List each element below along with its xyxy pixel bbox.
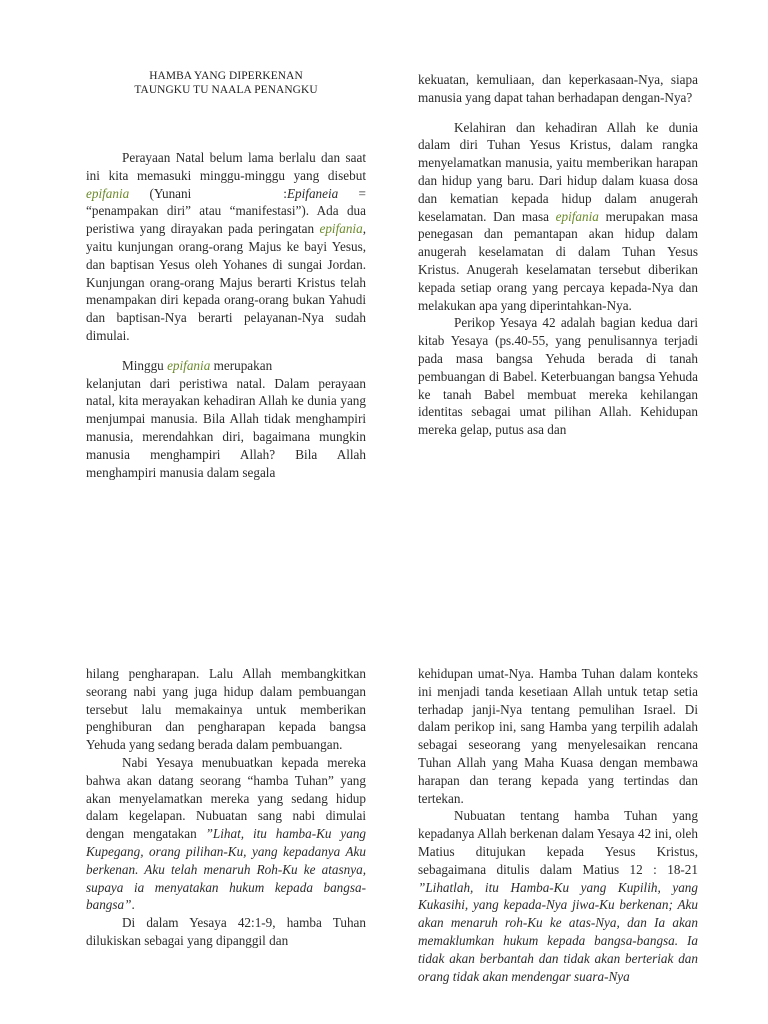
term-epifania: epifania [167,357,211,373]
paragraph: Perikop Yesaya 42 adalah bagian kedua dari kitab Yesaya (ps.40-55, yang penulisannya terjadi pada masa bangsa Yehuda berada di tanah pembuangan di Babel. Keterbuangan bangsa Yehuda ke tanah Babel membuat mereka kehilangan identitas sebagai umat pilihan Allah. Kehidupan mereka gelap, putus asa dan [418,315,698,438]
term-epifaneia: Epifaneia [286,185,339,201]
text-run: Perayaan Natal belum lama berlalu dan saat ini kita memasuki minggu-minggu yang disebut [86,150,366,183]
text-run: , yaitu kunjungan orang-orang Majus ke bayi Yesus, dan baptisan Yesus oleh Yohanes di sungai Jordan. Kunjungan orang-orang Majus berarti Kristus telah menampakan diri kepada orang-orang bukan Yahudi dan baptisan-Nya berarti pelayanan-Nya sudah dimulai. [86,221,366,343]
paragraph [86,149,366,345]
paragraph [418,807,698,985]
document-title [86,69,366,97]
text-run: merupakan [210,357,273,373]
text-run: = “penampakan diri” atau “manifestasi”). Ada dua peristiwa yang dirayakan pada peringatan [86,185,366,237]
term-epifania: epifania [86,185,130,201]
paragraph [418,119,698,315]
text-run: : [283,185,287,201]
text-run: merupakan masa penegasan dan pemantapan akan hidup dalam anugerah keselamatan di dalam Tuhan Yesus Kristus. Anugerah keselamatan tersebut diberikan kepada setiap orang yang percaya kepada-Nya dan melakukan apa yang diperintahkan-Nya. [418,208,698,313]
paragraph-continued: kelanjutan dari peristiwa natal. Dalam perayaan natal, kita merayakan kehadiran Allah ke dunia yang menjumpai manusia. Bila Allah tidak menghampiri manusia, merendahkan diri, bagaimana mungkin manusia menghampiri Allah? Bila Allah menghampiri manusia dalam segala [86,375,366,480]
term-epifania: epifania [555,208,599,224]
term-epifania: epifania [319,221,363,237]
paragraph [86,754,366,914]
text-run: Nabi Yesaya menubuatkan kepada mereka bahwa akan datang seorang “hamba Tuhan” yang akan menyelamatkan mereka yang sedang hidup dalam kegelapan. Nubuatan sang nabi dimulai dengan mengatakan [86,754,366,842]
column-2 [418,71,698,439]
scripture-quote: ”Lihat, itu hamba-Ku yang Kupegang, orang pilihan-Ku, yang kepadanya Aku berkenan. Aku telah menaruh Roh-Ku ke atasnya, supaya ia menyatakan hukum kepada bangsa-bangsa” [86,826,367,913]
title-line-1: HAMBA YANG DIPERKENAN [149,70,303,82]
scripture-quote: ”Lihatlah, itu Hamba-Ku yang Kupilih, yang Kukasihi, yang kepada-Nya jiwa-Ku berkenan; Aku akan menaruh roh-Ku ke atas-Nya, dan Ia akan memaklumkan hukum kepada bangsa-bangsa. Ia tidak akan berbantah dan tidak akan berteriak dan orang tidak akan mendengar suara-Nya [418,879,698,984]
paragraph: kekuatan, kemuliaan, dan keperkasaan-Nya, siapa manusia yang dapat tahan berhadapan dengan-Nya? [418,72,698,105]
text-run: Kelahiran dan kehadiran Allah ke dunia dalam diri Tuhan Yesus Kristus, dalam rangka menyelamatkan manusia, yaitu memberikan harapan dan hidup yang baru. Dari hidup dalam kuasa dosa dan kematian kepada hidup dalam anugerah keselamatan. Dan masa [418,119,698,224]
title-line-2: TAUNGKU TU NAALA PENANGKU [134,84,318,96]
text-run: (Yunani [129,185,192,201]
column-1 [86,69,366,481]
text-run: Nubuatan tentang hamba Tuhan yang kepadanya Allah berkenan dalam Yesaya 42 ini, oleh Matius ditujukan kepada Yesus Kristus, sebagaimana ditulis dalam Matius 12 : 18-21 [418,808,698,877]
text-run: . [131,897,135,913]
text-run: Minggu [122,357,168,373]
column-3 [86,665,366,950]
paragraph: hilang pengharapan. Lalu Allah membangkitkan seorang nabi yang juga hidup dalam pembuangan tersebut lalu memakainya untuk memberikan penghiburan dan pengharapan kepada bangsa Yehuda yang sedang berada dalam pembuangan. [86,666,366,753]
paragraph: Di dalam Yesaya 42:1-9, hamba Tuhan dilukiskan sebagai yang dipanggil dan [86,915,366,948]
paragraph [86,357,366,375]
paragraph: kehidupan umat-Nya. Hamba Tuhan dalam konteks ini menjadi tanda kesetiaan Allah untuk tetap setia terhadap janji-Nya tentang pemulihan Israel. Di dalam perikop ini, sang Hamba yang terpilih adalah sebagai seseorang yang menyelesaikan rencana Tuhan Allah yang Maha Kuasa dengan membawa harapan dan terang kepada yang tertindas dan tertekan. [418,666,698,806]
column-4 [418,665,698,985]
